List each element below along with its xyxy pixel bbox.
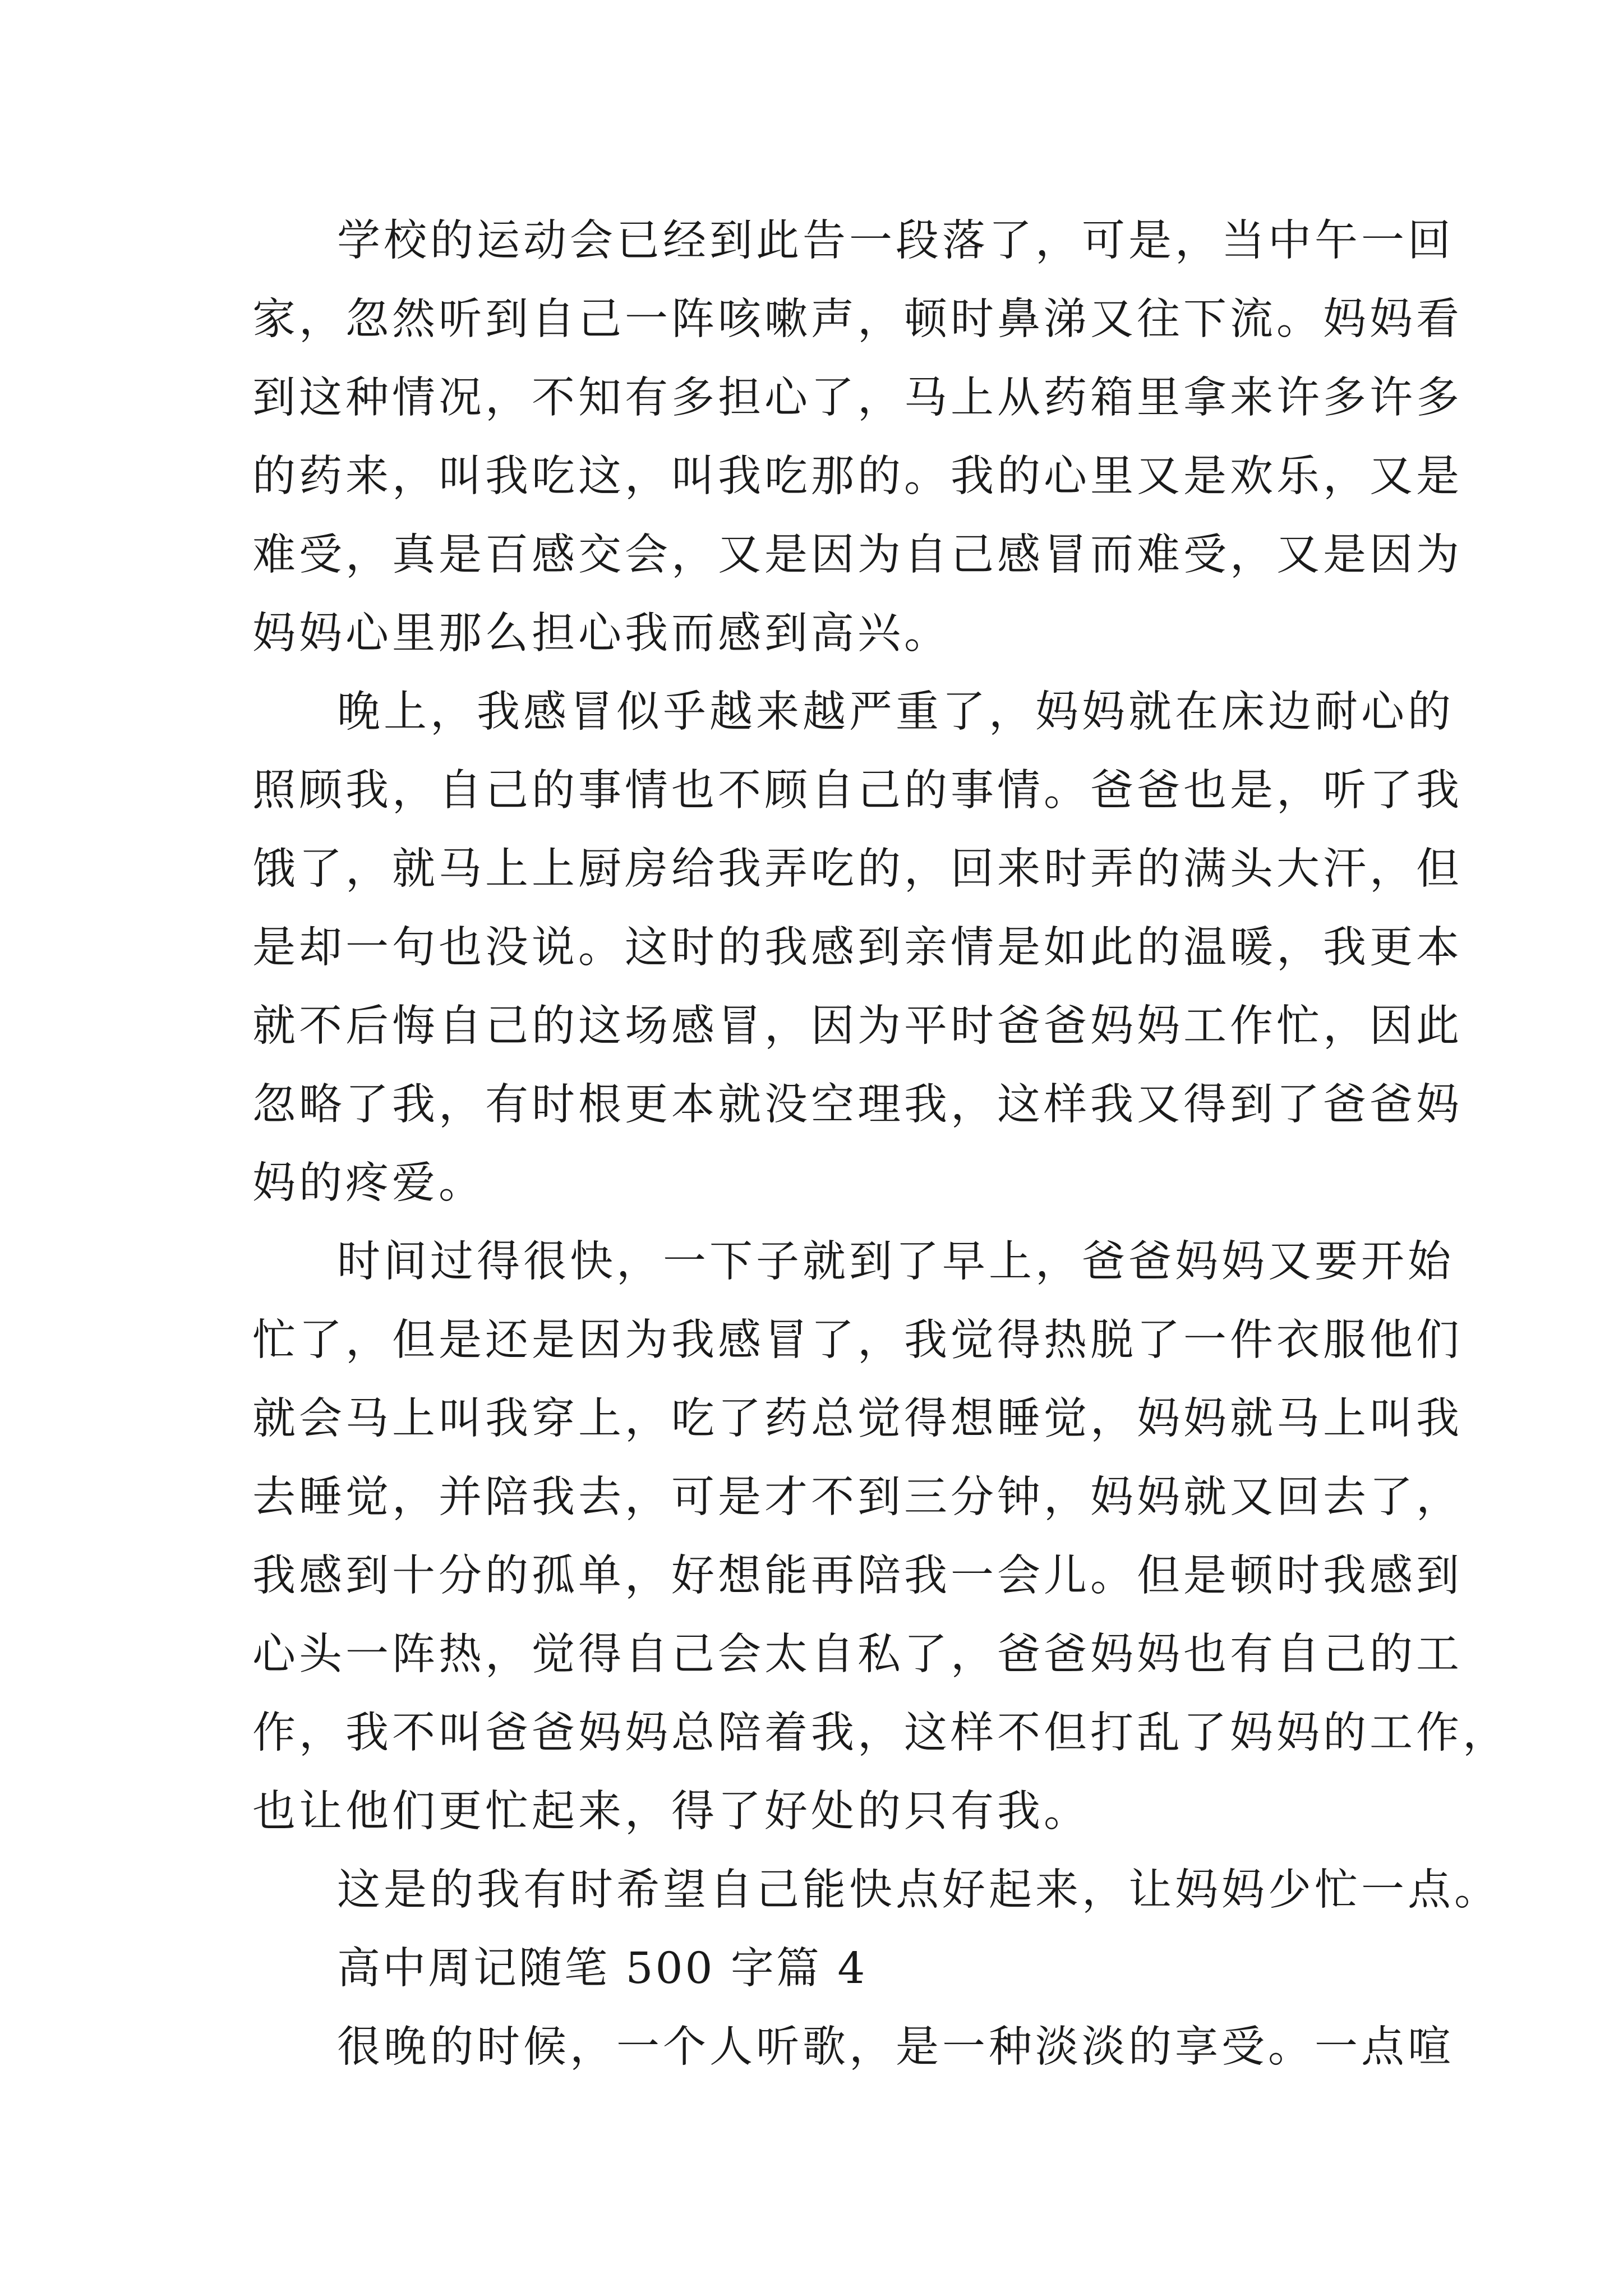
paragraph-2-line-1: 晚上，我感冒似乎越来越严重了，妈妈就在床边耐心的 <box>337 687 1454 737</box>
paragraph-3-line-2: 忙了，但是还是因为我感冒了，我觉得热脱了一件衣服他们 <box>252 1315 1463 1365</box>
paragraph-4-line-1: 这是的我有时希望自己能快点好起来，让妈妈少忙一点。 <box>337 1865 1501 1915</box>
paragraph-1-line-3: 到这种情况，不知有多担心了，马上从药箱里拿来许多许多 <box>252 373 1463 423</box>
paragraph-2-line-4: 是却一句也没说。这时的我感到亲情是如此的温暖，我更本 <box>252 923 1463 973</box>
section-heading: 高中周记随笔 500 字篇 4 <box>337 1944 868 1994</box>
paragraph-3-line-7: 作，我不叫爸爸妈妈总陪着我，这样不但打乱了妈妈的工作， <box>252 1708 1509 1758</box>
paragraph-2-line-6: 忽略了我，有时根更本就没空理我，这样我又得到了爸爸妈 <box>252 1080 1463 1130</box>
paragraph-3-line-6: 心头一阵热，觉得自己会太自私了，爸爸妈妈也有自己的工 <box>252 1630 1463 1680</box>
paragraph-1-line-1: 学校的运动会已经到此告一段落了，可是，当中午一回 <box>337 216 1454 266</box>
paragraph-2-line-7: 妈的疼爱。 <box>252 1158 485 1208</box>
paragraph-5-line-1: 很晚的时候，一个人听歌，是一种淡淡的享受。一点喧 <box>337 2022 1454 2072</box>
paragraph-2-line-2: 照顾我，自己的事情也不顾自己的事情。爸爸也是，听了我 <box>252 766 1463 816</box>
paragraph-1-line-6: 妈妈心里那么担心我而感到高兴。 <box>252 609 951 659</box>
paragraph-3-line-3: 就会马上叫我穿上，吃了药总觉得想睡觉，妈妈就马上叫我 <box>252 1394 1463 1444</box>
paragraph-2-line-5: 就不后悔自己的这场感冒，因为平时爸爸妈妈工作忙，因此 <box>252 1001 1463 1051</box>
paragraph-3-line-4: 去睡觉，并陪我去，可是才不到三分钟，妈妈就又回去了， <box>252 1473 1463 1522</box>
paragraph-3-line-5: 我感到十分的孤单，好想能再陪我一会儿。但是顿时我感到 <box>252 1551 1463 1601</box>
paragraph-3-line-1: 时间过得很快，一下子就到了早上，爸爸妈妈又要开始 <box>337 1237 1454 1287</box>
paragraph-3-line-8: 也让他们更忙起来，得了好处的只有我。 <box>252 1787 1090 1837</box>
paragraph-1-line-5: 难受，真是百感交会，又是因为自己感冒而难受，又是因为 <box>252 530 1463 580</box>
paragraph-2-line-3: 饿了，就马上上厨房给我弄吃的，回来时弄的满头大汗，但 <box>252 844 1463 894</box>
paragraph-1-line-2: 家，忽然听到自己一阵咳嗽声，顿时鼻涕又往下流。妈妈看 <box>252 295 1463 344</box>
paragraph-1-line-4: 的药来，叫我吃这，叫我吃那的。我的心里又是欢乐，又是 <box>252 452 1463 501</box>
